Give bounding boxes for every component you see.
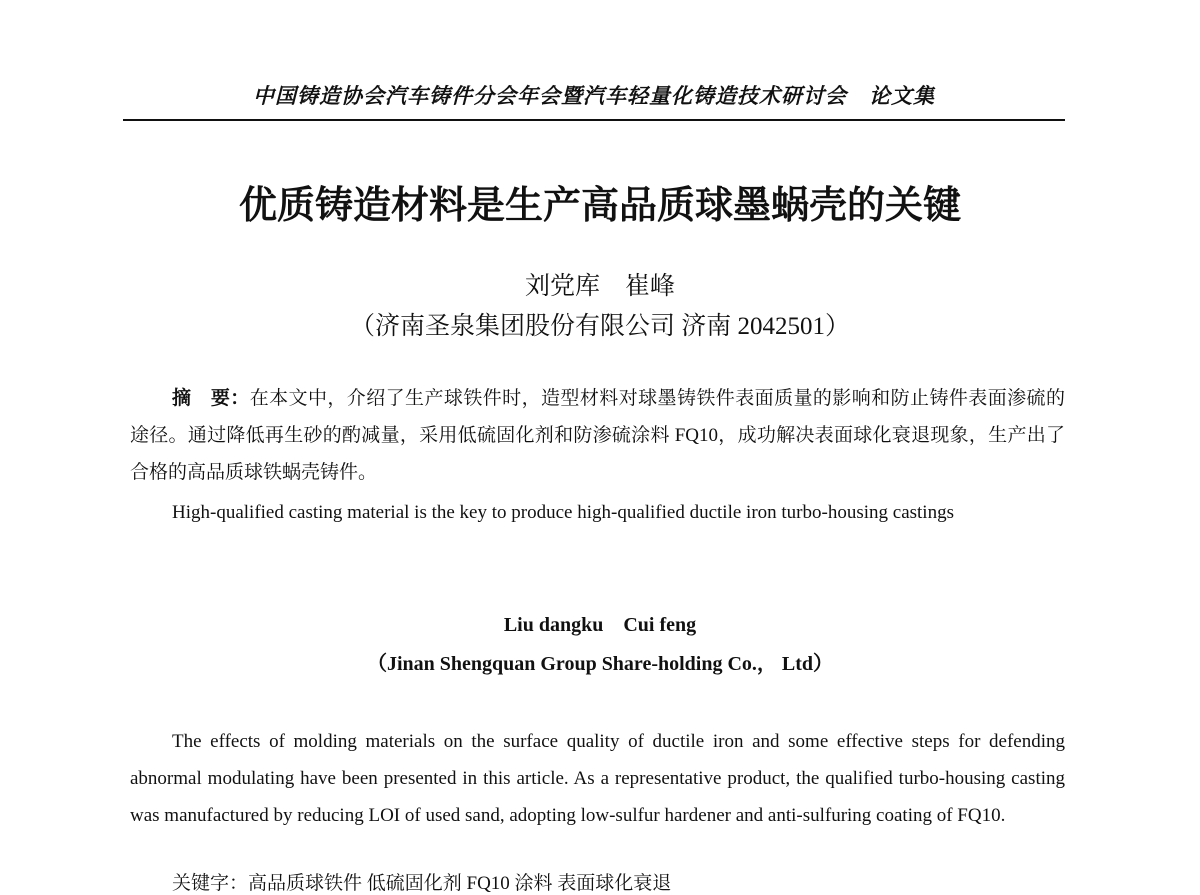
header-rule (123, 119, 1065, 121)
paper-title: 优质铸造材料是生产高品质球墨蜗壳的关键 (238, 183, 961, 227)
keywords: 关键字：高品质球铁件 低硫固化剂 FQ10 涂料 表面球化衰退 (172, 873, 672, 894)
affiliation-cn: （济南圣泉集团股份有限公司 济南 2042501） (349, 313, 850, 340)
abstract-label: 摘 要： (172, 388, 250, 409)
abstract-en: The effects of molding materials on the surface quality of ductile iron and some effective steps for defending abnormal modulating have been presented in this article. As a representative product, the qualified turbo-housing casting was manufactured by reducing LOI of used sand, adopting low-sulfur hardener and anti-sulfuring coating of FQ10. (130, 731, 1065, 826)
running-header: 中国铸造协会汽车铸件分会年会暨汽车轻量化铸造技术研讨会 论文集 (253, 84, 935, 108)
abstract-cn-text: 在本文中，介绍了生产球铁件时，造型材料对球墨铸铁件表面质量的影响和防止铸件表面渗硫的途径。通过降低再生砂的酌减量，采用低硫固化剂和防渗硫涂料 FQ10，成功解决表面球化衰退现象，生产出了合格的高品质球铁蜗壳铸件。 (130, 388, 1065, 483)
abstract-cn (130, 380, 1065, 491)
authors-en: Liu dangku Cui feng (503, 614, 697, 636)
affiliation-en: （Jinan Shengquan Group Share-holding Co.， Ltd） (366, 653, 834, 675)
authors-cn: 刘党库 崔峰 (524, 273, 675, 300)
title-en: High-qualified casting material is the key to produce high-qualified ductile iron turbo-housing castings (172, 502, 954, 523)
